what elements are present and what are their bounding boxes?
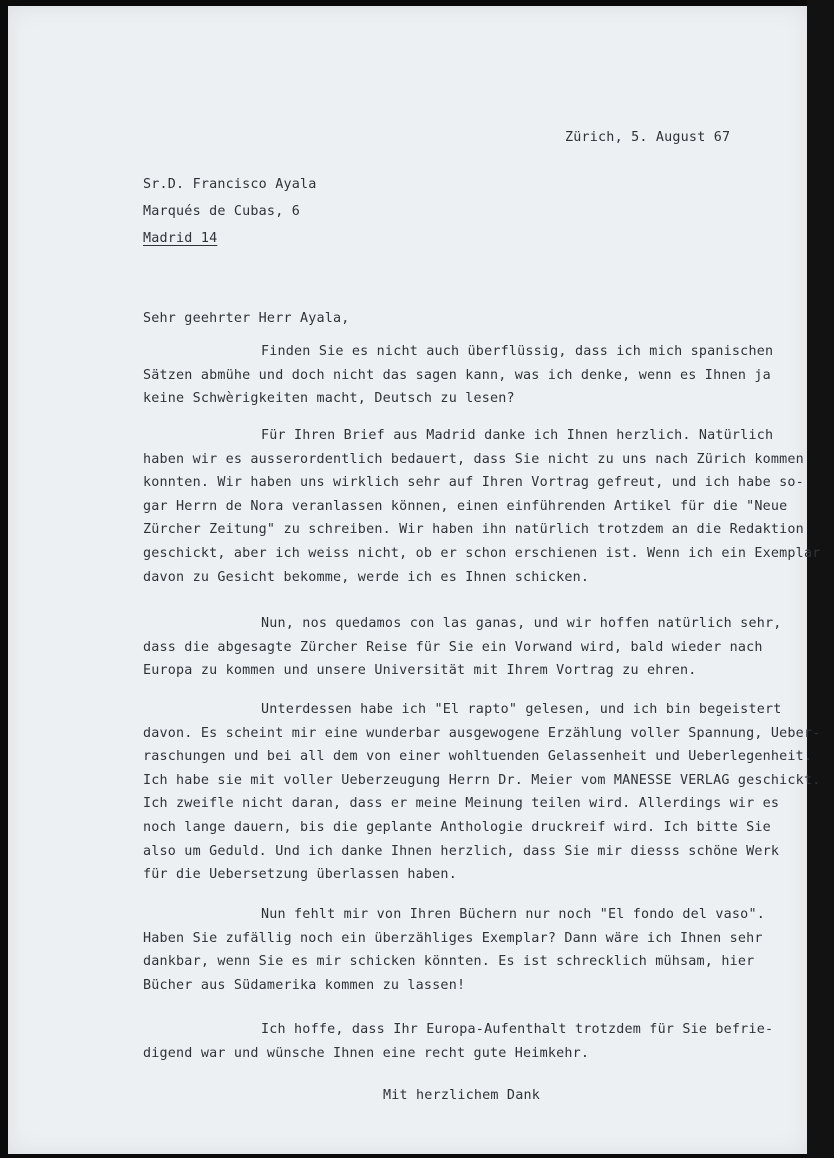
paragraph-line: noch lange dauern, bis die geplante Anthologie druckreif wird. Ich bitte Sie	[143, 820, 771, 835]
paragraph-line: dass die abgesagte Zürcher Reise für Sie ein Vorwand wird, bald wieder nach	[143, 639, 763, 655]
paragraph-line: dankbar, wenn Sie es mir schicken könnten. Es ist schrecklich mühsam, hier	[143, 954, 755, 970]
paragraph-line: Zürcher Zeitung" zu schreiben. Wir haben ihn natürlich trotzdem an die Redaktion	[143, 522, 804, 538]
paragraph-line: haben wir es ausserordentlich bedauert, dass Sie nicht zu uns nach Zürich kommen	[143, 451, 804, 467]
paragraph-line: konnten. Wir haben uns wirklich sehr auf Ihren Vortrag gefreut, und ich habe so-	[143, 475, 804, 491]
paragraph-line: Nun fehlt mir von Ihren Büchern nur noch "El fondo del vaso".	[261, 907, 765, 922]
paragraph-line: raschungen und bei all dem von einer wohltuenden Gelassenheit und Ueberlegenheit.	[143, 749, 813, 765]
scan-edge	[807, 0, 834, 1158]
paragraph-line: geschickt, aber ich weiss nicht, ob er schon erschienen ist. Wenn ich ein Exemplar	[143, 546, 821, 561]
paragraph-line: Nun, nos quedamos con las ganas, und wir hoffen natürlich sehr,	[261, 616, 782, 631]
letter-date: Zürich, 5. August 67	[565, 130, 731, 145]
paragraph-line: Finden Sie es nicht auch überflüssig, dass ich mich spanischen	[261, 344, 774, 359]
paragraph-line: Ich zweifle nicht daran, dass er meine Meinung teilen wird. Allerdings wir es	[143, 796, 780, 812]
paragraph-line: Ich hoffe, dass Ihr Europa-Aufenthalt trotzdem für Sie befrie-	[261, 1022, 774, 1037]
recipient-city: Madrid 14	[143, 231, 218, 246]
paragraph-line: Europa zu kommen und unsere Universität mit Ihrem Vortrag zu ehren.	[143, 663, 697, 679]
paragraph-line: davon zu Gesicht bekomme, werde ich es Ihnen schicken.	[143, 569, 590, 585]
paragraph-line: Haben Sie zufällig noch ein überzähliges Exemplar? Dann wäre ich Ihnen sehr	[143, 930, 763, 946]
paragraph-line: Bücher aus Südamerika kommen zu lassen!	[143, 977, 466, 993]
closing: Mit herzlichem Dank	[383, 1088, 540, 1103]
paragraph-line: Für Ihren Brief aus Madrid danke ich Ihnen herzlich. Natürlich	[261, 428, 774, 443]
paragraph-line: für die Uebersetzung überlassen haben.	[143, 867, 457, 883]
letter-page	[8, 6, 821, 1154]
paragraph-line: gar Herrn de Nora veranlassen können, einen einführenden Artikel für die "Neue	[143, 498, 788, 514]
paragraph-line: Unterdessen habe ich "El rapto" gelesen, und ich bin begeistert	[261, 702, 782, 717]
salutation: Sehr geehrter Herr Ayala,	[143, 311, 350, 326]
recipient-street: Marqués de Cubas, 6	[143, 204, 300, 219]
paragraph-line: davon. Es scheint mir eine wunderbar ausgewogene Erzählung voller Spannung, Ueber-	[143, 725, 821, 741]
paragraph-line: digend war und wünsche Ihnen eine recht gute Heimkehr.	[143, 1045, 590, 1061]
paragraph-line: Ich habe sie mit voller Ueberzeugung Herrn Dr. Meier vom MANESSE VERLAG geschickt.	[143, 772, 821, 788]
paragraph-line: Sätzen abmühe und doch nicht das sagen kann, was ich denke, wenn es Ihnen ja	[143, 367, 771, 383]
paragraph-line: also um Geduld. Und ich danke Ihnen herzlich, dass Sie mir diesss schöne Werk	[143, 843, 780, 859]
recipient-name: Sr.D. Francisco Ayala	[143, 177, 317, 192]
paragraph-line: keine Schwèrigkeiten macht, Deutsch zu lesen?	[143, 391, 515, 407]
